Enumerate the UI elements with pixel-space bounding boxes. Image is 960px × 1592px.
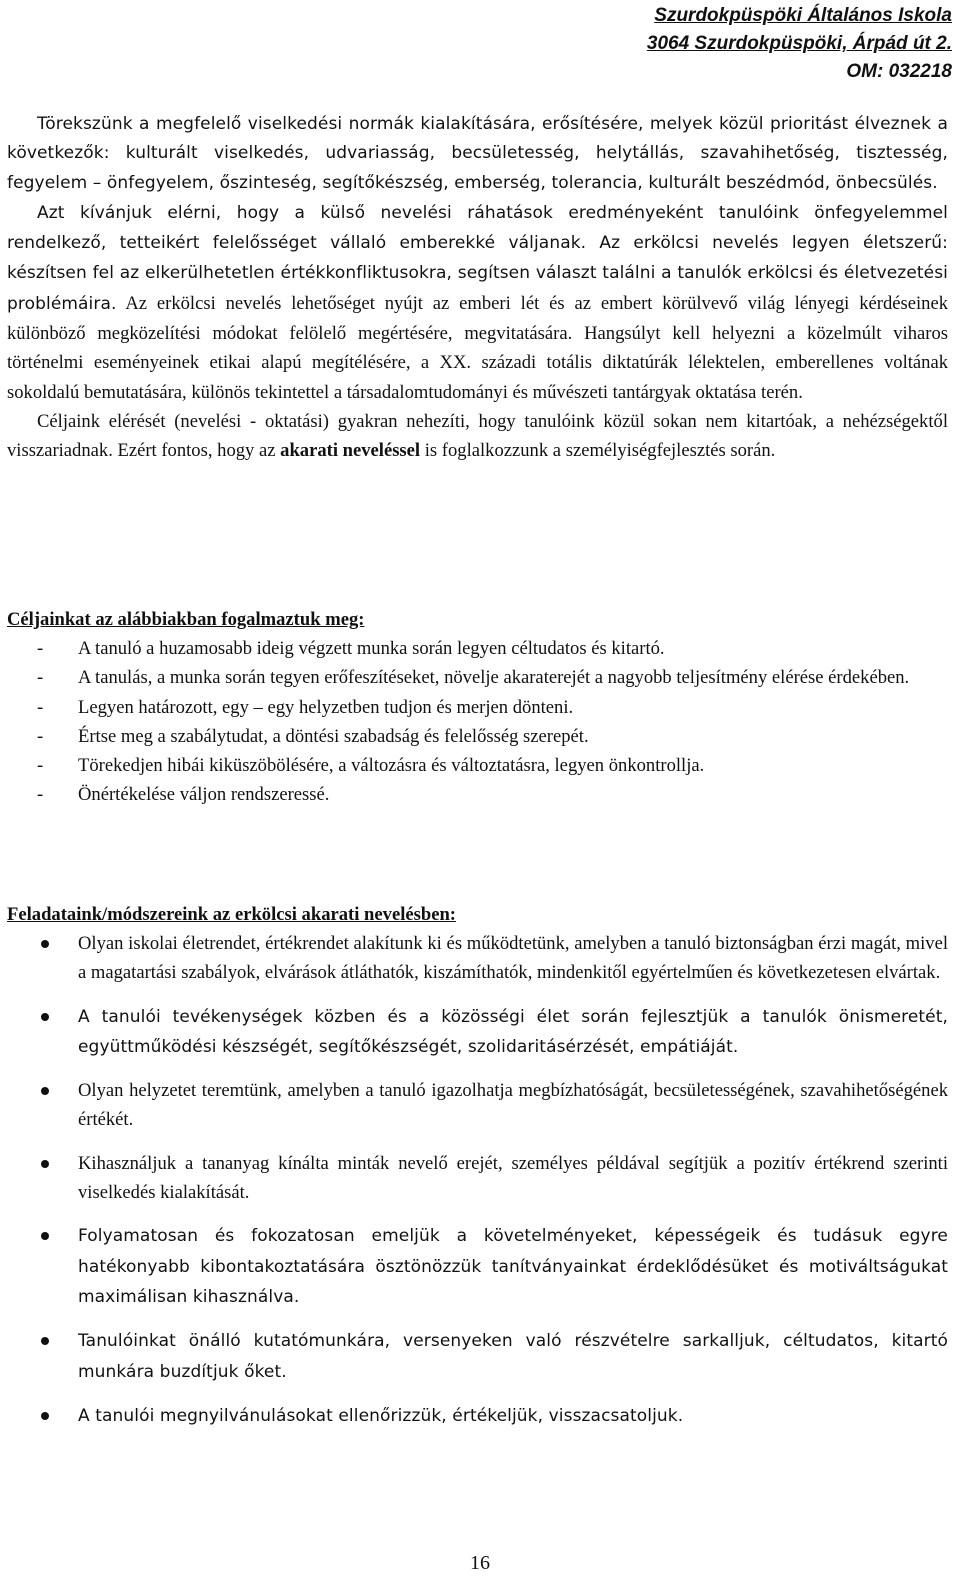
intro-paragraph-1: Törekszünk a megfelelő viselkedési normák kialakítására, erősítésére, melyek közül prioritást élveznek a következők: kulturált viselkedés, udvariasság, becsületesség, helytállás, szavahihetőség, tisztesség, fegyelem – önfegyelem, őszinteség, segítőkészség, emberség, tolerancia, kulturált beszédmód, önbecsülés.: [7, 114, 948, 193]
school-address: 3064 Szurdokpüspöki, Árpád út 2.: [646, 33, 952, 54]
intro-paragraph-2-part-c: Az erkölcsi nevelés lehetőséget nyújt az emberi lét és az embert körülvevő világ lényegi kérdéseinek különböző megközelítési módokat felölelő megértésére, megvitatására.: [7, 292, 948, 345]
emphasis-akarati-neveles: akarati neveléssel: [280, 440, 421, 462]
intro-paragraph-3-text: Céljaink elérését (nevelési - oktatási) gyakran nehezíti, hogy tanulóink közül sokan nem kitartóak, a nehézségektől visszariadnak. Ezért fontos, hogy az: [7, 410, 948, 462]
bullet-icon: [41, 1232, 49, 1240]
list-item: [7, 1149, 948, 1208]
bullet-icon: [41, 1337, 49, 1345]
task-text: Kihasználjuk a tananyag kínálta minták nevelő erejét, személyes példával segítjük a pozitív értékrend szerinti viselkedés kialakítását.: [78, 1152, 948, 1204]
list-item: [7, 1221, 948, 1312]
goals-list: [7, 634, 948, 810]
bullet-icon: [41, 1087, 49, 1095]
list-item: [7, 1076, 948, 1135]
goal-text: Értse meg a szabálytudat, a döntési szabadság és felelősség szerepét.: [78, 725, 589, 747]
list-item: [7, 634, 948, 663]
dash-marker: -: [37, 784, 44, 806]
task-text: A tanulói megnyilvánulásokat ellenőrizzük, értékeljük, visszacsatoljuk.: [78, 1405, 684, 1426]
intro-paragraph-2-part-b: Az erkölcsi nevelés legyen életszerű: készítsen fel az elkerülhetetlen értékkonfliktusokra, segítsen választ találni a tanulók erkölcsi és életvezetési problémáira.: [7, 233, 948, 314]
dash-marker: -: [37, 667, 44, 689]
goals-heading: Céljainkat az alábbiakban fogalmaztuk meg:: [7, 609, 365, 630]
list-item: [7, 1401, 948, 1431]
intro-paragraph-2-part-a: Azt kívánjuk elérni, hogy a külső nevelési ráhatások eredményeként tanulóink önfegyelemmel rendelkező, tetteikért felelősséget vállaló emberekké váljanak.: [7, 202, 948, 254]
goal-text: Törekedjen hibái kiküszöbölésére, a változásra és változtatásra, legyen önkontrollja.: [78, 755, 705, 777]
intro-paragraph-3-tail: is foglalkozzunk a személyiségfejlesztés során.: [420, 440, 776, 462]
list-item: [7, 693, 948, 722]
task-text: Olyan iskolai életrendet, értékrendet alakítunk ki és működtetünk, amelyben a tanuló biztonságban érzi magát, mivel a magatartási szabályok, elvárások átláthatók, kiszámíthatók, mindenkitől egyértelműen és következetesen elvártak.: [78, 933, 948, 984]
tasks-heading: Feladataink/módszereink az erkölcsi akarati nevelésben:: [7, 904, 456, 925]
list-item: [7, 722, 948, 751]
bullet-icon: [41, 940, 49, 948]
school-name: Szurdokpüspöki Általános Iskola: [654, 5, 952, 26]
bullet-icon: [41, 1412, 49, 1420]
intro-paragraph-3: [7, 407, 948, 466]
dash-marker: -: [37, 638, 44, 659]
bullet-icon: [41, 1013, 49, 1021]
list-item: [7, 1326, 948, 1387]
task-text: Olyan helyzetet teremtünk, amelyben a tanuló igazolhatja megbízhatóságát, becsületességének, szavahihetőségének értékét.: [78, 1080, 948, 1131]
task-text: Tanulóinkat önálló kutatómunkára, versenyeken való részvételre sarkalljuk, céltudatos, kitartó munkára buzdítjuk őket.: [78, 1331, 948, 1382]
dash-marker: -: [37, 725, 44, 747]
goal-text: Önértékelése váljon rendszeressé.: [78, 784, 330, 806]
intro-paragraph-2: [7, 198, 948, 407]
list-item: [7, 780, 948, 809]
tasks-list: [7, 929, 948, 1445]
goal-text: Legyen határozott, egy – egy helyzetben tudjon és merjen dönteni.: [78, 696, 574, 718]
task-text: Folyamatosan és fokozatosan emeljük a követelményeket, képességeik és tudásuk egyre hatékonyabb kibontakoztatására ösztönözzük tanítványainkat érdeklődésüket és motiváltságukat maximálisan kihasználva.: [78, 1226, 948, 1307]
list-item: [7, 929, 948, 988]
school-header: [647, 2, 952, 86]
task-text: A tanulói tevékenységek közben és a közösségi élet során fejlesztjük a tanulók önismeretét, együttműködési készségét, segítőkészségét, szolidaritásérzését, empátiáját.: [78, 1006, 948, 1057]
dash-marker: -: [37, 696, 44, 718]
list-item: [7, 1002, 948, 1063]
list-item: [7, 751, 948, 780]
page-number: 16: [470, 1552, 490, 1574]
intro-section: [7, 110, 948, 466]
goal-text: A tanuló a huzamosabb ideig végzett munka során legyen céltudatos és kitartó.: [78, 638, 665, 659]
dash-marker: -: [37, 755, 44, 777]
intro-paragraph-2-part-d: Hangsúlyt kell helyezni a közelmúlt viharos történelmi eseményeinek etikai alapú megítélésére, a XX.: [7, 323, 948, 374]
school-om-id: OM: 032218: [846, 61, 952, 82]
list-item: [7, 663, 948, 692]
intro-paragraph-2-part-e: századi totális diktatúrák lélektelen, emberellenes voltának sokoldalú bemutatására, különös tekintettel a társadalomtudományi és művészeti tantárgyak oktatása terén.: [7, 352, 948, 403]
goal-text: A tanulás, a munka során tegyen erőfeszítéseket, növelje akaraterejét a nagyobb teljesítmény elérése érdekében.: [78, 667, 910, 689]
bullet-icon: [41, 1160, 49, 1168]
